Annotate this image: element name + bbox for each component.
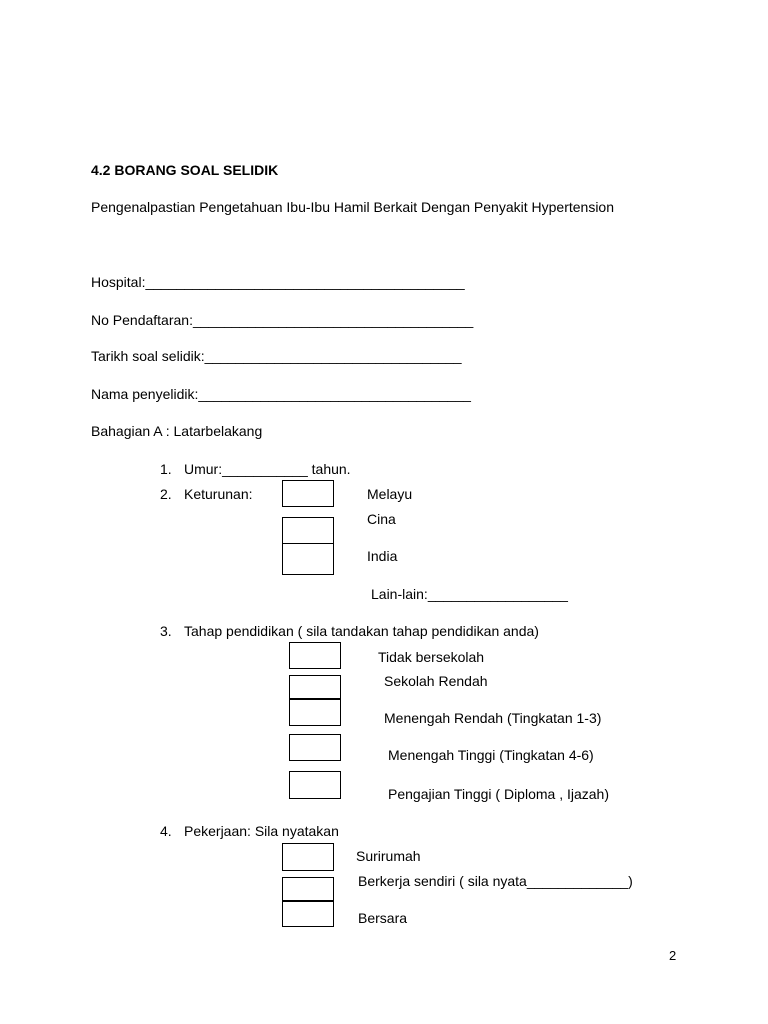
- option-bersara: Bersara: [358, 910, 408, 926]
- other-ethnicity-field[interactable]: Lain-lain:__________________: [371, 586, 568, 602]
- option-pengajian-tinggi: Pengajian Tinggi ( Diploma , Ijazah): [388, 786, 610, 802]
- q1-number: 1.: [160, 461, 172, 477]
- checkbox-menengah-tinggi[interactable]: [289, 734, 341, 761]
- option-menengah-rendah: Menengah Rendah (Tingkatan 1-3): [384, 710, 602, 726]
- q2-number: 2.: [160, 486, 172, 502]
- q2-label: Keturunan:: [184, 486, 253, 502]
- checkbox-cina[interactable]: [282, 517, 334, 544]
- option-surirumah: Surirumah: [356, 848, 421, 864]
- option-sekolah-rendah: Sekolah Rendah: [384, 673, 488, 689]
- hospital-field[interactable]: Hospital:_________________________________________: [91, 274, 465, 290]
- option-menengah-tinggi: Menengah Tinggi (Tingkatan 4-6): [388, 747, 594, 763]
- option-berkerja-sendiri[interactable]: Berkerja sendiri ( sila nyata_____________): [358, 873, 633, 889]
- q3-label: Tahap pendidikan ( sila tandakan tahap pendidikan anda): [184, 623, 539, 639]
- checkbox-tidak-bersekolah[interactable]: [289, 642, 341, 669]
- option-tidak-bersekolah: Tidak bersekolah: [378, 649, 485, 665]
- q4-number: 4.: [160, 823, 172, 839]
- page-number: 2: [669, 948, 677, 963]
- option-india: India: [367, 548, 398, 564]
- checkbox-pengajian-tinggi[interactable]: [289, 771, 341, 799]
- section-a-title: Bahagian A : Latarbelakang: [91, 423, 263, 439]
- q4-label: Pekerjaan: Sila nyatakan: [184, 823, 339, 839]
- form-heading: 4.2 BORANG SOAL SELIDIK: [91, 162, 279, 178]
- form-subtitle: Pengenalpastian Pengetahuan Ibu-Ibu Hamil Berkait Dengan Penyakit Hypertension: [91, 199, 615, 215]
- researcher-name-field[interactable]: Nama penyelidik:___________________________________: [91, 386, 471, 402]
- checkbox-melayu[interactable]: [282, 480, 334, 507]
- checkbox-sekolah-rendah[interactable]: [289, 675, 341, 699]
- registration-number-field[interactable]: No Pendaftaran:____________________________________: [91, 312, 474, 328]
- age-field[interactable]: Umur:___________ tahun.: [184, 461, 351, 477]
- checkbox-menengah-rendah[interactable]: [289, 699, 341, 726]
- checkbox-bersara[interactable]: [282, 901, 334, 927]
- checkbox-surirumah[interactable]: [282, 843, 334, 871]
- q3-number: 3.: [160, 623, 172, 639]
- option-cina: Cina: [367, 511, 396, 527]
- option-melayu: Melayu: [367, 486, 413, 502]
- checkbox-india[interactable]: [282, 543, 334, 575]
- checkbox-berkerja-sendiri[interactable]: [282, 877, 334, 901]
- survey-date-field[interactable]: Tarikh soal selidik:_________________________________: [91, 348, 462, 364]
